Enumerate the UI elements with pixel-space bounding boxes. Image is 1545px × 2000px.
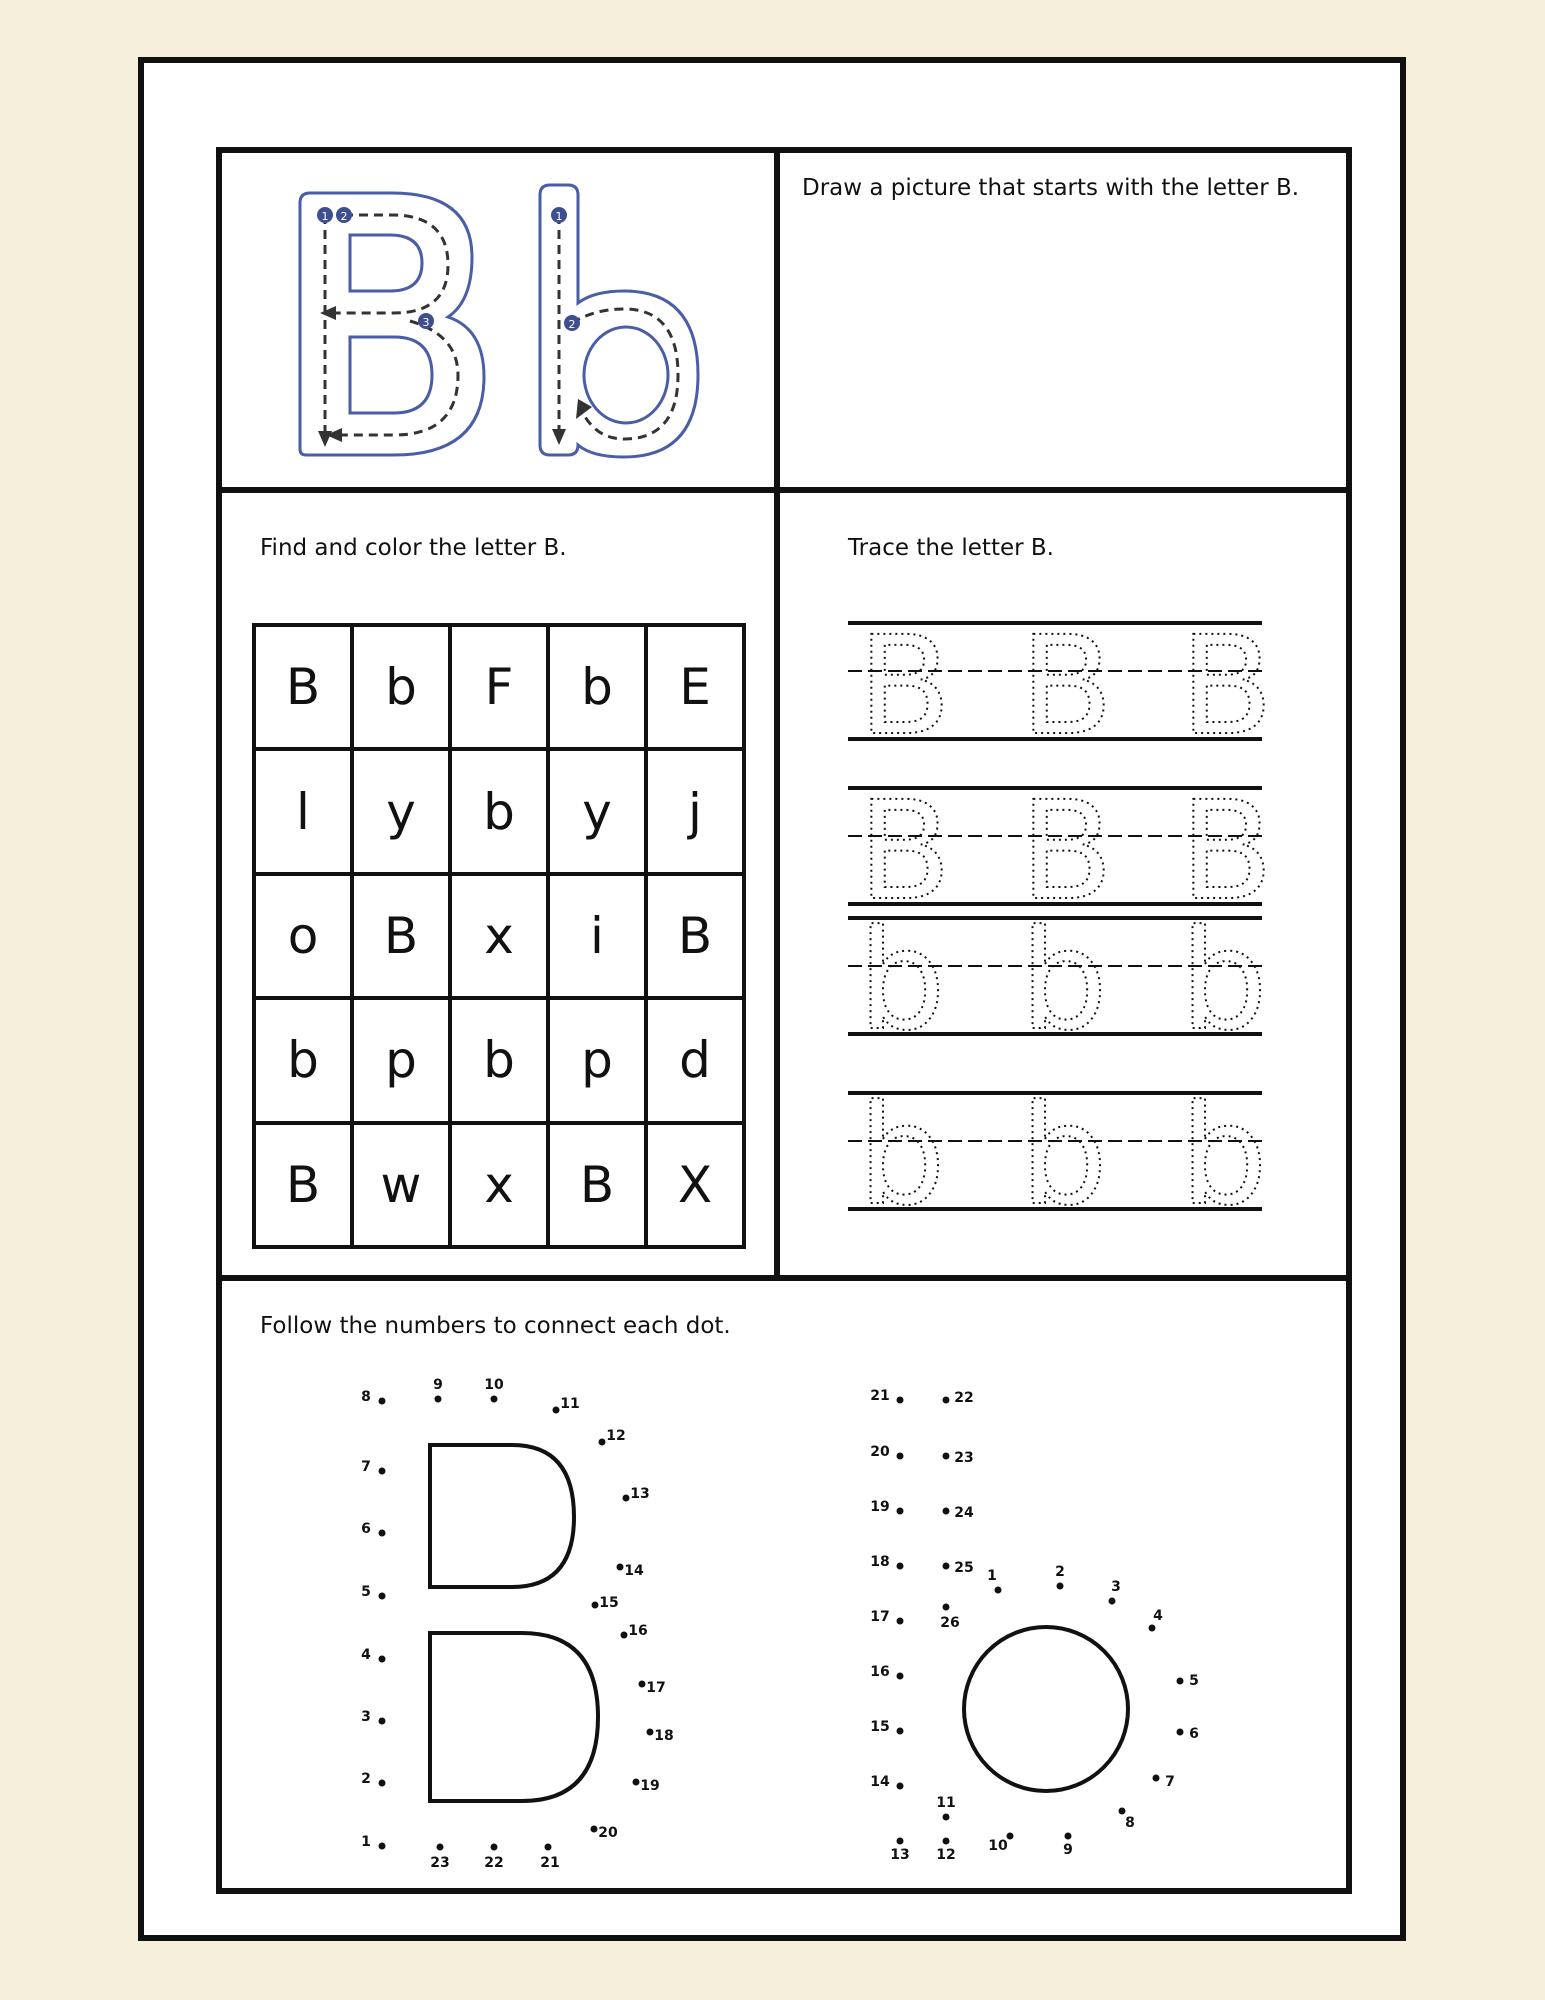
lower-guide-num-2: 2 [568,318,576,331]
lower-b-dot[interactable] [897,1673,904,1680]
upper-b-dot-label: 23 [430,1855,450,1871]
lower-b-dot[interactable] [1149,1625,1156,1632]
lower-b-dot-label: 11 [936,1795,956,1811]
lower-b-dot-label: 18 [870,1554,890,1570]
lower-b-dot[interactable] [897,1563,904,1570]
grid-row [254,1123,744,1247]
draw-prompt: Draw a picture that starts with the letter B. [802,175,1300,201]
upper-b-dot-label: 12 [606,1428,626,1444]
dots-upper-b-bottom-bowl [430,1633,598,1801]
lower-b-dot-label: 23 [954,1450,974,1466]
lower-b-outline [540,185,698,457]
lower-b-dot-label: 1 [987,1568,997,1584]
upper-b-dot-label: 19 [640,1778,660,1794]
trace-letter[interactable]: B [858,608,952,766]
lower-b-dot[interactable] [897,1783,904,1790]
upper-b-inner-bottom [350,337,432,413]
lower-b-dot-label: 8 [1125,1815,1135,1831]
lower-b-dot[interactable] [943,1453,950,1460]
lower-guide-num-1: 1 [555,210,563,223]
lower-b-dot[interactable] [1177,1729,1184,1736]
lower-b-dot-label: 2 [1055,1564,1065,1580]
upper-b-dot[interactable] [491,1396,498,1403]
lower-b-dot-label: 9 [1063,1842,1073,1858]
lower-b-dot[interactable] [943,1604,950,1611]
lower-b-dot[interactable] [897,1508,904,1515]
lower-b-dot-label: 6 [1189,1726,1199,1742]
connect-dots-section [216,1275,1352,1894]
upper-b-dot-label: 16 [628,1623,648,1639]
grid-cell[interactable]: b [254,998,352,1122]
lower-b-dot[interactable] [943,1563,950,1570]
trace-letter[interactable]: B [1020,608,1114,766]
upper-b-dot-label: 22 [484,1855,504,1871]
lower-b-dot-label: 25 [954,1560,974,1576]
dots-prompt: Follow the numbers to connect each dot. [260,1313,731,1339]
grid-cell[interactable]: F [450,625,548,749]
upper-guide-num-2: 2 [340,210,348,223]
draw-picture-area[interactable] [774,147,1352,493]
lower-b-dot-label: 3 [1111,1579,1121,1595]
lower-b-dot-label: 21 [870,1388,890,1404]
grid-cell[interactable]: y [548,749,646,873]
upper-b-dot[interactable] [623,1495,630,1502]
dots-upper-b-top-bowl [430,1445,574,1587]
trace-letter-section [774,487,1352,1281]
grid-cell[interactable]: x [450,1123,548,1247]
lower-b-dot-label: 7 [1165,1774,1175,1790]
upper-guide-num-1: 1 [321,210,329,223]
lower-b-dot-label: 20 [870,1444,890,1460]
lower-b-dot[interactable] [943,1397,950,1404]
grid-cell[interactable]: y [352,749,450,873]
grid-cell[interactable]: p [352,998,450,1122]
upper-b-dot[interactable] [379,1530,386,1537]
lower-b-dot[interactable] [897,1453,904,1460]
lower-b-dot-label: 14 [870,1774,890,1790]
find-letter-section [216,487,780,1281]
worksheet-page [138,57,1406,1941]
upper-b-dot[interactable] [617,1564,624,1571]
lower-b-dot[interactable] [897,1397,904,1404]
lower-b-dot[interactable] [897,1838,904,1845]
upper-b-dot[interactable] [633,1779,640,1786]
trace-letter[interactable]: b [1020,1075,1108,1236]
upper-b-dot[interactable] [379,1843,386,1850]
upper-b-dot-label: 7 [361,1459,371,1475]
dots-canvas[interactable] [222,1281,1346,1888]
grid-cell[interactable]: x [450,874,548,998]
upper-b-dot-label: 13 [630,1486,650,1502]
upper-b-dot-label: 15 [599,1595,619,1611]
lower-b-dot-label: 4 [1153,1608,1163,1624]
upper-b-dot-label: 18 [654,1728,674,1744]
trace-letter[interactable]: b [1180,1075,1268,1236]
grid-cell[interactable]: w [352,1123,450,1247]
grid-row [254,625,744,749]
find-prompt: Find and color the letter B. [260,535,567,561]
grid-cell[interactable]: d [646,998,744,1122]
lower-b-dot-label: 17 [870,1609,890,1625]
upper-b-dot[interactable] [379,1468,386,1475]
upper-b-dot[interactable] [545,1844,552,1851]
upper-b-dot[interactable] [379,1593,386,1600]
grid-cell[interactable]: l [254,749,352,873]
upper-b-dot-label: 10 [484,1377,504,1393]
upper-b-dot[interactable] [435,1396,442,1403]
upper-b-outline [300,193,484,455]
upper-b-dot[interactable] [437,1844,444,1851]
upper-b-dot[interactable] [379,1656,386,1663]
grid-cell[interactable]: b [450,998,548,1122]
grid-row [254,998,744,1122]
lower-b-dot-label: 12 [936,1847,956,1863]
lower-b-dot-label: 10 [988,1838,1008,1854]
trace-letter[interactable]: b [1020,900,1108,1061]
grid-cell[interactable]: B [548,1123,646,1247]
upper-b-dot-label: 5 [361,1584,371,1600]
grid-cell[interactable]: i [548,874,646,998]
lower-b-dot[interactable] [1109,1598,1116,1605]
upper-b-dot[interactable] [647,1729,654,1736]
lower-b-dot-label: 26 [940,1615,960,1631]
upper-b-dot-label: 20 [598,1825,618,1841]
upper-b-dot-label: 11 [560,1396,580,1412]
upper-b-dot[interactable] [491,1844,498,1851]
upper-b-dot-label: 9 [433,1377,443,1393]
lower-b-dot-label: 24 [954,1505,974,1521]
trace-prompt: Trace the letter B. [848,535,1054,561]
upper-b-dot[interactable] [599,1439,606,1446]
lower-b-dot-label: 19 [870,1499,890,1515]
upper-b-dot-label: 21 [540,1855,560,1871]
upper-b-dot-label: 8 [361,1389,371,1405]
grid-cell[interactable]: o [254,874,352,998]
lower-b-dot-label: 13 [890,1847,910,1863]
upper-b-dot-label: 2 [361,1771,371,1787]
upper-b-dot[interactable] [553,1407,560,1414]
lower-b-dot[interactable] [1153,1775,1160,1782]
grid-cell[interactable]: b [548,625,646,749]
grid-cell[interactable]: X [646,1123,744,1247]
upper-b-dot[interactable] [621,1632,628,1639]
grid-cell[interactable]: b [352,625,450,749]
grid-row [254,874,744,998]
trace-letter[interactable]: b [858,900,946,1061]
trace-letter[interactable]: B [1020,773,1114,931]
stroke-guide-svg [222,153,774,487]
letter-stroke-guide [216,147,780,493]
lower-b-dot[interactable] [897,1728,904,1735]
grid-cell[interactable]: E [646,625,744,749]
lower-b-dot[interactable] [995,1587,1002,1594]
letter-search-grid [252,623,746,1249]
upper-guide-num-3: 3 [422,316,430,329]
upper-b-dot-label: 14 [624,1563,644,1579]
grid-cell[interactable]: B [646,874,744,998]
trace-letter[interactable]: b [858,1075,946,1236]
grid-cell[interactable]: B [254,1123,352,1247]
upper-b-inner-top [350,235,422,291]
grid-cell[interactable]: B [254,625,352,749]
upper-b-dot[interactable] [591,1826,598,1833]
grid-cell[interactable]: p [548,998,646,1122]
lower-b-dot[interactable] [1065,1833,1072,1840]
lower-b-dot[interactable] [1119,1808,1126,1815]
lower-b-dot[interactable] [897,1618,904,1625]
grid-row [254,749,744,873]
lower-b-dot[interactable] [943,1814,950,1821]
trace-letter[interactable]: B [1180,608,1274,766]
upper-b-dot[interactable] [592,1602,599,1609]
grid-cell[interactable]: j [646,749,744,873]
trace-lines[interactable] [780,493,1346,1275]
lower-b-dot[interactable] [1177,1678,1184,1685]
lower-b-dot-label: 15 [870,1719,890,1735]
upper-b-dot[interactable] [379,1780,386,1787]
upper-b-dot-label: 6 [361,1521,371,1537]
upper-b-dot-label: 4 [361,1647,371,1663]
lower-b-dot[interactable] [943,1508,950,1515]
upper-b-dot[interactable] [639,1681,646,1688]
dots-lower-b-circle [964,1627,1128,1791]
grid-cell[interactable]: B [352,874,450,998]
upper-b-dot[interactable] [379,1398,386,1405]
worksheet-grid [216,147,1352,1894]
trace-letter[interactable]: B [1180,773,1274,931]
lower-b-dot-label: 5 [1189,1673,1199,1689]
upper-b-dot-label: 1 [361,1834,371,1850]
lower-b-dot[interactable] [943,1838,950,1845]
upper-b-dot-label: 3 [361,1709,371,1725]
trace-letter[interactable]: B [858,773,952,931]
grid-cell[interactable]: b [450,749,548,873]
trace-letter[interactable]: b [1180,900,1268,1061]
upper-b-dot-label: 17 [646,1680,666,1696]
lower-b-dot-label: 22 [954,1390,974,1406]
lower-b-dot-label: 16 [870,1664,890,1680]
upper-b-dot[interactable] [379,1718,386,1725]
lower-b-dot[interactable] [1057,1583,1064,1590]
